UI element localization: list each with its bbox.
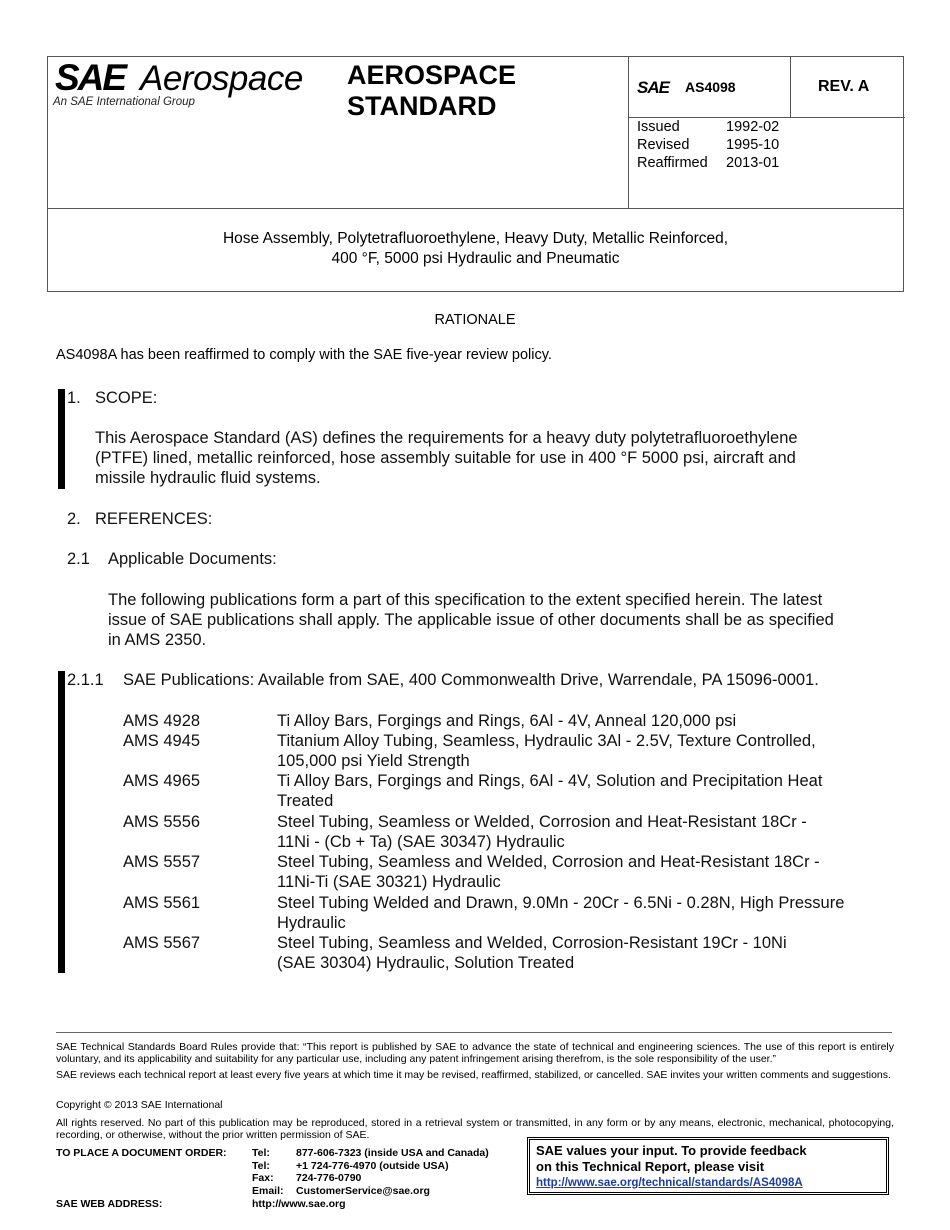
ams-code: AMS 4965 bbox=[123, 772, 201, 790]
footer-rights-text: All rights reserved. No part of this publication may be reproduced, stored in a retrieval system or transmitted, in any form or by any means, electronic, mechanical, photocopying, recording, or otherwise, without the prior written permission of SAE. bbox=[56, 1117, 894, 1141]
feedback-box: SAE values your input. To provide feedback on this Technical Report, please visit http://www.sae.org/technical/standards/AS4098A bbox=[527, 1137, 889, 1195]
section-number: 1. bbox=[67, 389, 81, 407]
date-row: Revised 1995-10 bbox=[637, 137, 780, 153]
aerospace-logo-text: Aerospace bbox=[140, 59, 303, 98]
date-table bbox=[637, 118, 779, 172]
ams-code: AMS 4928 bbox=[123, 712, 201, 730]
section-title: REFERENCES: bbox=[95, 510, 213, 528]
section-number: 2.1.1 bbox=[67, 671, 104, 689]
ams-description: Titanium Alloy Tubing, Seamless, Hydraulic 3Al - 2.5V, Texture Controlled, 105,000 psi Yield Strength bbox=[277, 732, 816, 770]
ams-description: Ti Alloy Bars, Forgings and Rings, 6Al - 4V, Anneal 120,000 psi bbox=[277, 712, 737, 730]
ams-description: Steel Tubing, Seamless and Welded, Corrosion-Resistant 19Cr - 10Ni (SAE 30304) Hydraulic, Solution Treated bbox=[277, 934, 787, 972]
phone-intl[interactable]: +1 724-776-4970 (outside USA) bbox=[296, 1159, 449, 1172]
doc-number: AS4098 bbox=[685, 79, 736, 95]
ams-code: AMS 5557 bbox=[123, 853, 201, 871]
sae-logo: SAE bbox=[55, 57, 126, 98]
section-title: Applicable Documents: bbox=[108, 550, 277, 568]
ams-description: Steel Tubing Welded and Drawn, 9.0Mn - 20Cr - 6.5Ni - 0.28N, High Pressure Hydraulic bbox=[277, 894, 845, 932]
document-title: Hose Assembly, Polytetrafluoroethylene, Heavy Duty, Metallic Reinforced, 400 °F, 5000 psi Hydraulic and Pneumatic bbox=[222, 230, 729, 267]
ams-description: Steel Tubing, Seamless or Welded, Corrosion and Heat-Resistant 18Cr - 11Ni - (Cb + Ta) (SAE 30347) Hydraulic bbox=[277, 813, 807, 851]
date-row: Issued 1992-02 bbox=[637, 119, 780, 135]
rationale-text: AS4098A has been reaffirmed to comply with the SAE five-year review policy. bbox=[56, 347, 552, 363]
footer-review-text: SAE reviews each technical report at least every five years at which time it may be revised, reaffirmed, stabilized, or cancelled. SAE invites your written comments and suggestions. bbox=[56, 1069, 891, 1081]
ams-description: Steel Tubing, Seamless and Welded, Corrosion and Heat-Resistant 18Cr - 11Ni-Ti (SAE 30321) Hydraulic bbox=[277, 853, 820, 891]
logo-subtitle: An SAE International Group bbox=[53, 96, 195, 108]
scope-paragraph: This Aerospace Standard (AS) defines the requirements for a heavy duty polytetrafluoroethylene (PTFE) lined, metallic reinforced, hose assembly suitable for use in 400 °F 5000 psi, aircraft and missile hydraulic fluid systems. bbox=[95, 429, 798, 487]
rationale-heading: RATIONALE bbox=[434, 312, 516, 328]
feedback-link[interactable]: http://www.sae.org/technical/standards/AS4098A bbox=[536, 1177, 803, 1189]
date-row: Reaffirmed 2013-01 bbox=[637, 155, 780, 171]
ams-code: AMS 5556 bbox=[123, 813, 201, 831]
standard-type: AEROSPACE STANDARD bbox=[347, 60, 517, 121]
ams-description: Ti Alloy Bars, Forgings and Rings, 6Al - 4V, Solution and Precipitation Heat Treated bbox=[277, 772, 823, 810]
change-bar bbox=[58, 389, 65, 489]
ams-code: AMS 4945 bbox=[123, 732, 201, 750]
section-number: 2.1 bbox=[67, 550, 90, 568]
web-link[interactable]: http://www.sae.org bbox=[252, 1198, 346, 1210]
ams-code: AMS 5567 bbox=[123, 934, 201, 952]
change-bar bbox=[58, 671, 65, 973]
footer-rules-text: SAE Technical Standards Board Rules provide that: “This report is published by SAE to advance the state of technical and engineering sciences. The use of this report is entirely voluntary, and its applicability and suitability for any particular use, including any patent infringement arising therefrom, is the sole responsibility of the user.” bbox=[56, 1041, 894, 1065]
web-label: SAE WEB ADDRESS: bbox=[56, 1198, 163, 1210]
copyright: Copyright © 2013 SAE International bbox=[56, 1099, 223, 1111]
revision: REV. A bbox=[818, 78, 870, 95]
small-sae-logo: SAE bbox=[637, 78, 669, 97]
ams-code: AMS 5561 bbox=[123, 894, 201, 912]
applicable-docs-paragraph: The following publications form a part of this specification to the extent specified herein. The latest issue of SAE publications shall apply. The applicable issue of other documents shall be as specified in AMS 2350. bbox=[108, 591, 834, 649]
order-contacts: Tel: 877-606-7323 (inside USA and Canada) Tel: +1 724-776-4970 (outside USA) Fax: 724-776-0790 Email: CustomerService@sae.org bbox=[252, 1147, 489, 1197]
section-title: SAE Publications: Available from SAE, 400 Commonwealth Drive, Warrendale, PA 15096-0001. bbox=[123, 671, 819, 689]
order-label: TO PLACE A DOCUMENT ORDER: bbox=[56, 1147, 227, 1159]
phone-us[interactable]: 877-606-7323 (inside USA and Canada) bbox=[296, 1147, 489, 1159]
email-link[interactable]: CustomerService@sae.org bbox=[296, 1184, 430, 1197]
section-title: SCOPE: bbox=[95, 389, 158, 407]
footer-divider bbox=[56, 1032, 892, 1033]
section-number: 2. bbox=[67, 510, 81, 528]
